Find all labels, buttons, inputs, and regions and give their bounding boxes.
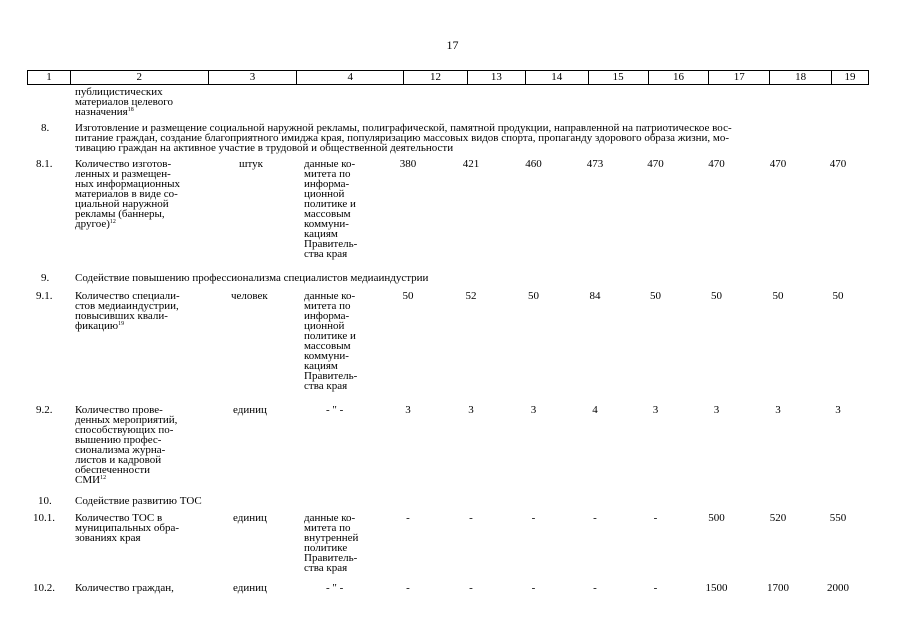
section-number: 8. (41, 122, 50, 134)
value-cell: 1700 (767, 582, 789, 594)
indicator-name-continued: публицистических материалов целевого назначения$^{18}$ (75, 86, 173, 118)
section-number: 10. (38, 495, 52, 507)
header-cell: 2 (70, 71, 208, 84)
unit: единиц (233, 512, 267, 524)
header-cell: 16 (648, 71, 709, 84)
value-cell: 50 (832, 290, 844, 302)
value-cell: 380 (399, 158, 417, 170)
value-cell: 3 (468, 404, 474, 416)
row-number: 10.2. (33, 582, 55, 594)
row-number: 8.1. (36, 158, 53, 170)
unit: единиц (233, 404, 267, 416)
page-number: 17 (446, 38, 459, 52)
value-cell: 3 (713, 404, 720, 416)
value-cell: - (653, 512, 658, 524)
value-cell: - (531, 582, 536, 594)
table-header-row (27, 70, 869, 85)
value-cell: 3 (530, 404, 537, 416)
value-cell: 50 (711, 290, 722, 302)
row-number: 9.2. (36, 404, 53, 416)
indicator-name: Количество прове- денных мероприятий, способствующих по- вышению профес- сионализма журна- листов и кадровой обеспеченности СМИ$^{12}$ (75, 404, 178, 486)
value-cell: 3 (775, 404, 781, 416)
header-cell: 13 (467, 71, 525, 84)
data-source: - " - (326, 404, 344, 416)
value-cell: 3 (652, 404, 659, 416)
value-cell: 470 (708, 158, 725, 170)
data-source: - " - (326, 582, 344, 594)
value-cell: 470 (769, 158, 787, 170)
section-title: Содействие повышению профессионализма специалистов медиаиндустрии (75, 272, 429, 284)
value-cell: 50 (402, 290, 414, 302)
data-source: данные ко- митета по информа- ционной политике и массовым коммуни- кациям Правитель- ства края (304, 158, 358, 260)
value-cell: 50 (528, 290, 539, 302)
row-number: 10.1. (33, 512, 55, 524)
section-title: Изготовление и размещение социальной наружной рекламы, полиграфической, памятной продукции, направленной на патриотическое вос- питание граждан, создание благоприятного имиджа края, популяризацию массовых видов спорта, пропаганду здорового образа жизни, мо- тивацию граждан на активное участие в трудовой и общественной деятельности (75, 122, 732, 154)
value-cell: 550 (829, 512, 847, 524)
header-cell: 19 (831, 71, 868, 84)
section-title: Содействие развитию ТОС (75, 495, 202, 507)
header-cell: 18 (769, 71, 831, 84)
value-cell: 500 (708, 512, 725, 524)
data-source: данные ко- митета по информа- ционной политике и массовым коммуни- кациям Правитель- ства края (304, 290, 358, 392)
value-cell: 84 (589, 290, 601, 302)
value-cell: 3 (405, 404, 411, 416)
header-cell: 1 (46, 71, 52, 83)
value-cell: - (593, 512, 597, 524)
header-cell: 15 (588, 71, 648, 84)
unit: штук (239, 158, 263, 170)
value-cell: 1500 (705, 582, 728, 594)
indicator-name: Количество граждан, (75, 582, 174, 594)
value-cell: 4 (592, 404, 598, 416)
value-cell: 2000 (827, 582, 849, 594)
header-cell: 12 (403, 71, 467, 84)
indicator-name: Количество изготов- ленных и размещен- ных информационных материалов в виде со- циальной наружной рекламы (баннеры, другое)$^{12}$ (75, 158, 180, 230)
value-cell: 50 (772, 290, 784, 302)
value-cell: 470 (829, 158, 847, 170)
header-cell: 3 (208, 71, 297, 84)
value-cell: 3 (835, 404, 841, 416)
row-number: 9.1. (36, 290, 53, 302)
header-cell: 17 (708, 71, 769, 84)
value-cell: 470 (647, 158, 664, 170)
indicator-name: Количество специали- стов медиаиндустрии, повысивших квали- фикацию$^{19}$ (75, 290, 180, 332)
unit: единиц (233, 582, 267, 594)
value-cell: 50 (650, 290, 661, 302)
value-cell: - (593, 582, 597, 594)
header-cell: 14 (525, 71, 588, 84)
value-cell: 473 (586, 158, 604, 170)
value-cell: 460 (525, 158, 542, 170)
value-cell: 52 (465, 290, 477, 302)
section-number: 9. (41, 272, 50, 284)
value-cell: - (406, 582, 410, 594)
value-cell: - (469, 582, 473, 594)
data-source: данные ко- митета по внутренней политике Правитель- ства края (304, 512, 359, 574)
value-cell: - (653, 582, 658, 594)
unit: человек (231, 290, 268, 302)
indicator-name: Количество ТОС в муниципальных обра- зованиях края (75, 512, 180, 544)
value-cell: - (469, 512, 473, 524)
value-cell: 520 (769, 512, 787, 524)
header-cell: 4 (296, 71, 403, 84)
value-cell: - (406, 512, 410, 524)
value-cell: 421 (462, 158, 480, 170)
value-cell: - (531, 512, 536, 524)
